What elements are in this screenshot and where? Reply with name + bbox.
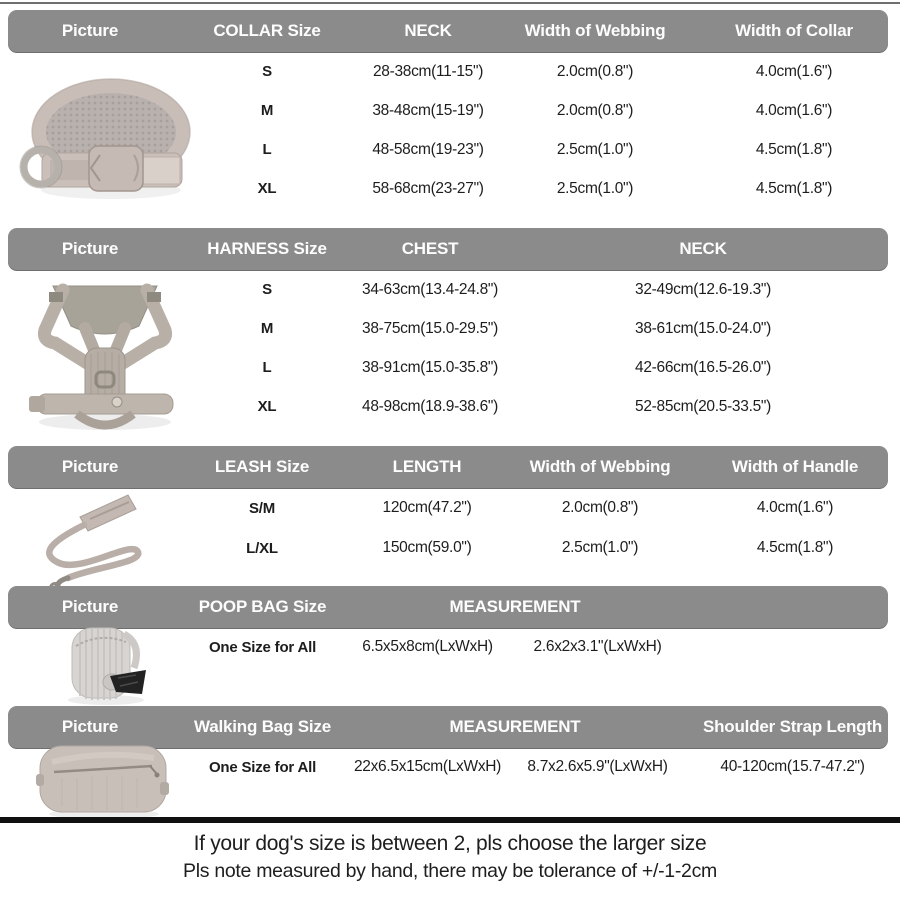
size-label: L xyxy=(262,359,272,376)
value-cell: 2.0cm(0.8") xyxy=(561,499,639,516)
value-cell: 120cm(47.2") xyxy=(382,499,472,516)
harness-size-table xyxy=(0,228,900,426)
value-cell: 4.0cm(1.6") xyxy=(755,62,833,80)
value-cell: 2.6x2x3.1"(LxWxH) xyxy=(533,638,662,655)
header-cell-walking-bag-size: Walking Bag Size xyxy=(194,717,331,736)
size-label: M xyxy=(260,102,274,119)
value-cell: 58-68cm(23-27") xyxy=(372,179,484,197)
value-cell: 38-48cm(15-19") xyxy=(372,101,484,119)
value-cell: 4.5cm(1.8") xyxy=(755,179,833,197)
header-cell-neck: NECK xyxy=(404,21,452,40)
value-cell: 48-58cm(19-23") xyxy=(372,140,484,158)
header-cell-chest: CHEST xyxy=(401,239,459,258)
value-cell: 4.0cm(1.6") xyxy=(755,101,833,119)
size-label: One Size for All xyxy=(208,758,317,776)
header-cell-picture: Picture xyxy=(61,239,119,258)
size-label: One Size for All xyxy=(208,638,317,656)
header-cell-neck: NECK xyxy=(679,239,727,258)
value-cell: 2.5cm(1.0") xyxy=(556,140,634,158)
header-cell-harness-size: HARNESS Size xyxy=(207,239,327,258)
value-cell: 40-120cm(15.7-47.2") xyxy=(720,758,865,775)
value-cell: 6.5x5x8cm(LxWxH) xyxy=(362,638,493,655)
footer-note-size-advice: If your dog's size is between 2, pls choose the larger size xyxy=(193,832,707,855)
walking-bag-photo xyxy=(32,738,177,820)
size-label: L xyxy=(262,141,272,158)
footer-note-tolerance: Pls note measured by hand, there may be tolerance of +/-1-2cm xyxy=(183,860,717,882)
value-cell: 42-66cm(16.5-26.0") xyxy=(635,358,771,376)
header-cell-picture: Picture xyxy=(61,597,119,616)
value-cell: 52-85cm(20.5-33.5") xyxy=(635,397,771,415)
header-cell-width-of-handle: Width of Handle xyxy=(731,457,859,476)
dog-leash-photo xyxy=(32,487,167,595)
header-cell-measurement: MEASUREMENT xyxy=(449,717,581,736)
value-cell: 38-61cm(15.0-24.0") xyxy=(635,319,771,337)
top-divider-line xyxy=(0,2,900,4)
poop-bag-photo xyxy=(52,620,160,708)
dog-harness-photo xyxy=(25,272,185,434)
header-cell-measurement: MEASUREMENT xyxy=(449,597,581,616)
value-cell: 28-38cm(11-15") xyxy=(372,62,484,80)
header-cell-leash-size: LEASH Size xyxy=(214,457,310,476)
header-cell-picture: Picture xyxy=(61,717,119,736)
size-label: S xyxy=(262,281,272,298)
value-cell: 2.5cm(1.0") xyxy=(561,539,639,556)
value-cell: 2.0cm(0.8") xyxy=(556,101,634,119)
value-cell: 38-91cm(15.0-35.8") xyxy=(362,358,498,376)
collar-size-table xyxy=(0,10,900,208)
value-cell: 4.5cm(1.8") xyxy=(756,539,834,556)
walking-bag-size-table xyxy=(0,706,900,786)
value-cell: 4.0cm(1.6") xyxy=(756,499,834,516)
size-label: XL xyxy=(257,398,277,415)
value-cell: 32-49cm(12.6-19.3") xyxy=(635,280,771,298)
value-cell: 22x6.5x15cm(LxWxH) xyxy=(353,758,502,775)
size-label: XL xyxy=(257,180,277,197)
value-cell: 2.5cm(1.0") xyxy=(556,179,634,197)
size-label: M xyxy=(260,320,274,337)
value-cell: 150cm(59.0") xyxy=(382,539,472,556)
header-cell-collar-size: COLLAR Size xyxy=(213,21,321,40)
poop-bag-size-table xyxy=(0,586,900,666)
header-cell-width-of-webbing: Width of Webbing xyxy=(529,457,671,476)
header-cell-shoulder-strap-length: Shoulder Strap Length xyxy=(702,717,883,736)
value-cell: 48-98cm(18.9-38.6") xyxy=(362,397,498,415)
value-cell: 4.5cm(1.8") xyxy=(755,140,833,158)
bottom-divider-line xyxy=(0,817,900,823)
header-cell-picture: Picture xyxy=(61,457,119,476)
size-label: S/M xyxy=(248,499,276,517)
size-label: S xyxy=(262,63,272,80)
header-cell-width-of-collar: Width of Collar xyxy=(735,21,853,40)
header-cell-picture: Picture xyxy=(61,21,119,40)
value-cell: 8.7x2.6x5.9"(LxWxH) xyxy=(527,758,668,775)
size-label: L/XL xyxy=(246,539,278,557)
footer-notes xyxy=(10,832,890,883)
header-cell-width-of-webbing: Width of Webbing xyxy=(524,21,666,40)
value-cell: 34-63cm(13.4-24.8") xyxy=(362,280,498,298)
value-cell: 38-75cm(15.0-29.5") xyxy=(362,319,498,337)
dog-collar-photo xyxy=(14,70,206,218)
header-cell-length: LENGTH xyxy=(392,457,462,476)
value-cell: 2.0cm(0.8") xyxy=(556,62,634,80)
header-cell-poop-bag-size: POOP BAG Size xyxy=(198,597,327,616)
leash-size-table xyxy=(0,446,900,568)
